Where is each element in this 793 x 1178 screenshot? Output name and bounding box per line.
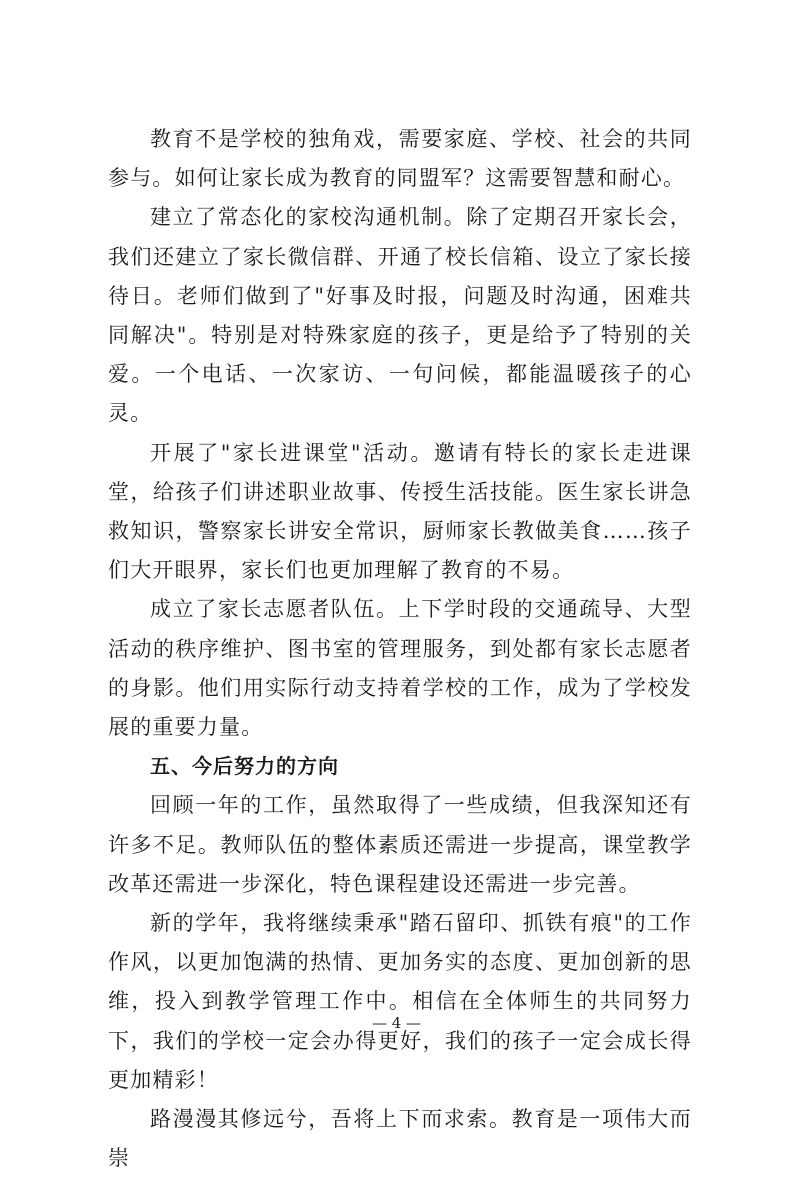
- paragraph-review: 回顾一年的工作，虽然取得了一些成绩，但我深知还有许多不足。教师队伍的整体素质还需进一步提高，课堂教学改革还需进一步深化，特色课程建设还需进一步完善。: [108, 793, 692, 896]
- paragraph-closing: 路漫漫其修远兮，吾将上下而求索。教育是一项伟大而崇: [108, 1107, 692, 1171]
- paragraph-parents-in-classroom: 开展了"家长进课堂"活动。邀请有特长的家长走进课堂，给孩子们讲述职业故事、传授生活技能。医生家长讲急救知识，警察家长讲安全常识，厨师家长教做美食……孩子们大开眼界，家长们也更加理解了教育的不易。: [108, 440, 692, 583]
- paragraph-home-school-intro: 教育不是学校的独角戏，需要家庭、学校、社会的共同参与。如何让家长成为教育的同盟军？这需要智慧和耐心。: [108, 127, 692, 191]
- paragraph-new-year: 新的学年，我将继续秉承"踏石留印、抓铁有痕"的工作作风，以更加饱满的热情、更加务实的态度、更加创新的思维，投入到教学管理工作中。相信在全体师生的共同努力下，我们的学校一定会办得更好，我们的孩子一定会成长得更加精彩！: [108, 911, 692, 1092]
- paragraph-parent-volunteers: 成立了家长志愿者队伍。上下学时段的交通疏导、大型活动的秩序维护、图书室的管理服务，到处都有家长志愿者的身影。他们用实际行动支持着学校的工作，成为了学校发展的重要力量。: [108, 597, 692, 740]
- page-number: — 4 —: [371, 1014, 422, 1032]
- paragraph-communication-mechanism: 建立了常态化的家校沟通机制。除了定期召开家长会，我们还建立了家长微信群、开通了校长信箱、设立了家长接待日。老师们做到了"好事及时报，问题及时沟通，困难共同解决"。特别是对特殊家庭的孩子，更是给予了特别的关爱。一个电话、一次家访、一句问候，都能温暖孩子的心灵。: [108, 205, 692, 426]
- section-heading: 五、今后努力的方向: [150, 754, 339, 779]
